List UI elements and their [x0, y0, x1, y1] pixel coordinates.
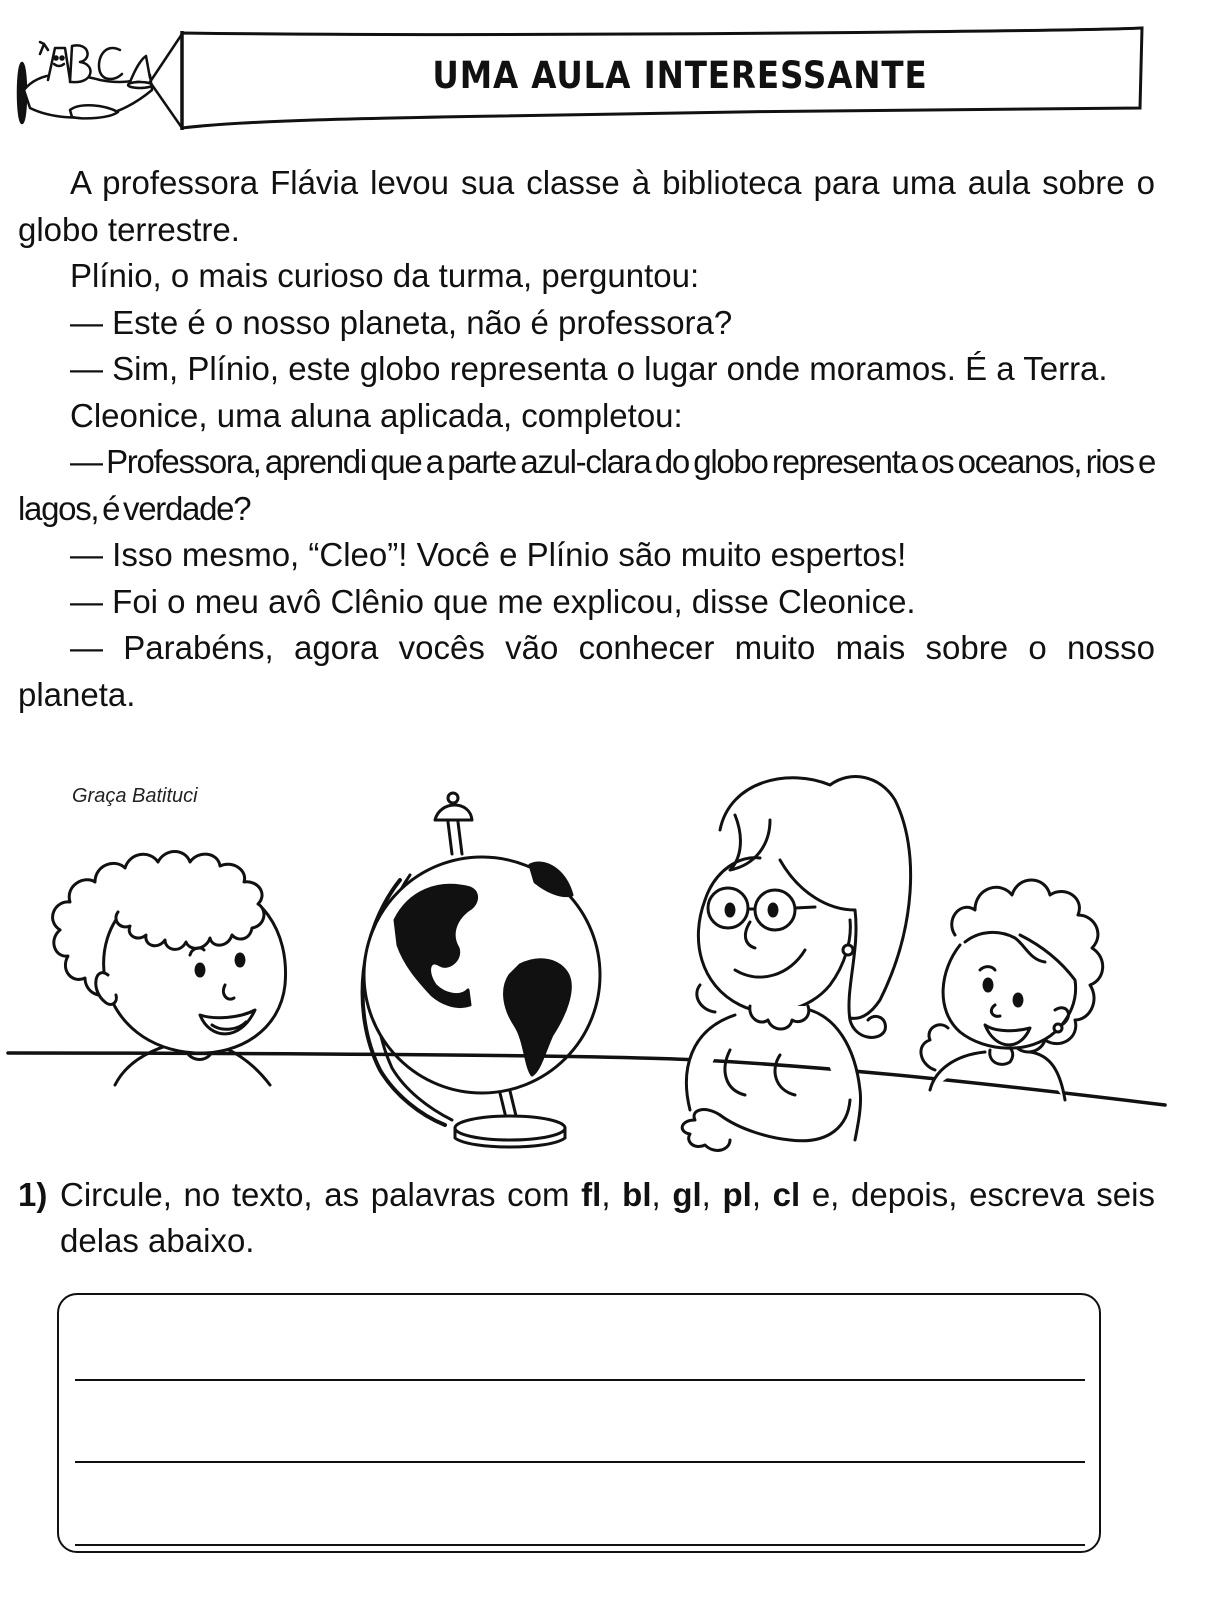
story-paragraph: — Este é o nosso planeta, não é professora? — [70, 303, 733, 341]
globe-icon — [363, 793, 600, 1147]
girl-icon — [921, 880, 1103, 1100]
page-title: UMA AULA INTERESSANTE — [432, 54, 928, 97]
story-paragraph: Plínio, o mais curioso da turma, perguntou: — [70, 257, 700, 294]
question-number: 1) — [18, 1176, 48, 1213]
answer-line-2[interactable] — [75, 1461, 1085, 1463]
question-1 — [18, 1172, 1155, 1264]
story-paragraph: A professora Flávia levou sua classe à biblioteca para uma aula sobre o globo terrestre. — [18, 164, 1155, 248]
story-paragraph: — Sim, Plínio, este globo representa o lugar onde moramos. É a Terra. — [70, 350, 1108, 387]
story-paragraph: — Parabéns, agora vocês vão conhecer muito mais sobre o nosso planeta. — [18, 629, 1155, 713]
answer-box[interactable] — [57, 1293, 1101, 1553]
question-text — [60, 1172, 1155, 1264]
boy-icon — [53, 852, 286, 1086]
teacher-icon — [682, 777, 910, 1151]
story-paragraph: — Foi o meu avô Clênio que me explicou, disse Cleonice. — [70, 582, 916, 620]
answer-line-3[interactable] — [75, 1544, 1085, 1546]
story-paragraph: — Professora, aprendi que a parte azul-clara do globo representa os oceanos, rios e lagos, é verdade? — [18, 443, 1155, 527]
story-paragraph: Cleonice, uma aluna aplicada, completou: — [70, 396, 683, 434]
cluster-fl: fl — [581, 1176, 602, 1213]
airplane-with-abc-letters-icon — [18, 34, 182, 128]
header — [0, 20, 1215, 150]
story-text — [18, 160, 1155, 718]
question-text-before: Circule, no texto, as palavras com — [60, 1176, 582, 1213]
story-author: Graça Batituci — [72, 785, 198, 807]
separator: , — [651, 1176, 673, 1213]
cluster-pl: pl — [722, 1176, 752, 1213]
classroom-illustration — [0, 770, 1215, 1160]
cluster-cl: cl — [772, 1176, 801, 1213]
separator: , — [601, 1176, 623, 1213]
cluster-bl: bl — [622, 1176, 652, 1213]
story-paragraph: — Isso mesmo, “Cleo”! Você e Plínio são muito espertos! — [70, 536, 907, 573]
question-text-after: e, depois, escreva seis delas abaixo. — [60, 1176, 1155, 1259]
separator: , — [751, 1176, 773, 1213]
cluster-gl: gl — [672, 1176, 702, 1213]
answer-line-1[interactable] — [75, 1379, 1085, 1381]
separator: , — [701, 1176, 723, 1213]
